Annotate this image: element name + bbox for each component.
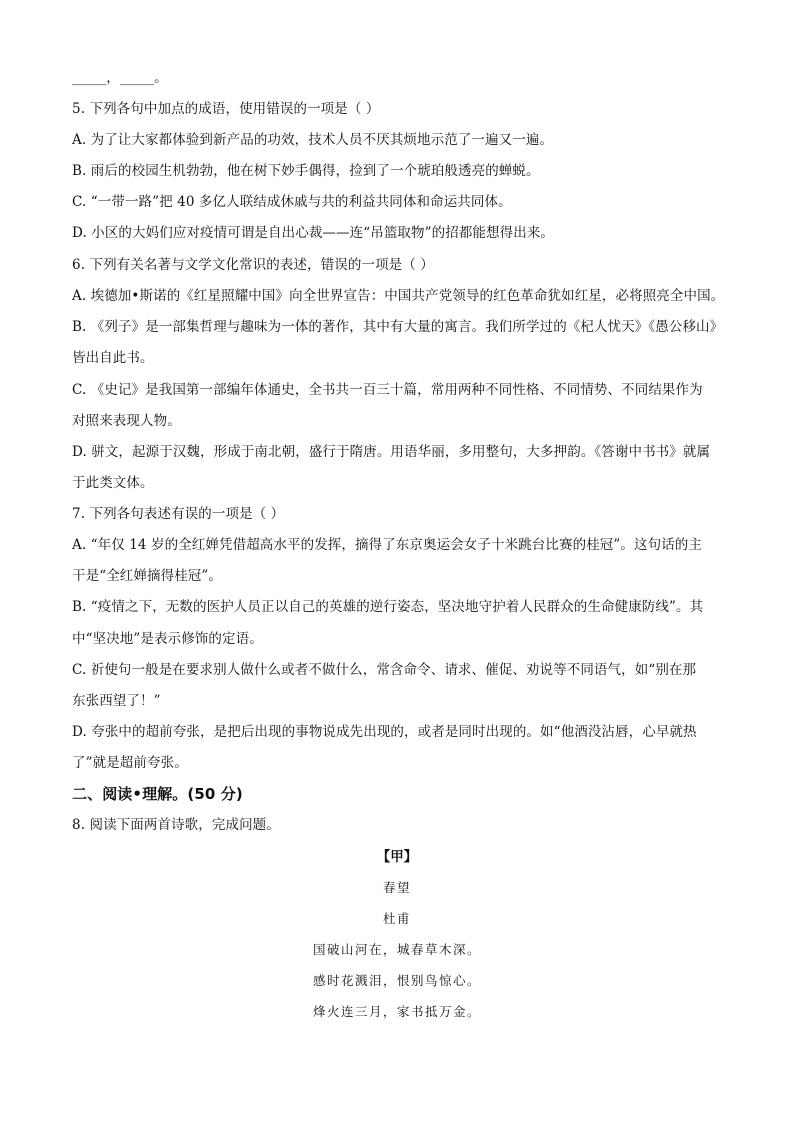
question-8-stem: 8. 阅读下面两首诗歌，完成问题。	[72, 817, 280, 833]
poem-verse: 感时花溅泪，恨别鸟惊心。	[312, 973, 481, 988]
question-7-option-b: B. “疫情之下，无数的医护人员正以自己的英雄的逆行姿态，坚决地守护着人民群众的生命健康防线”。其	[72, 599, 704, 615]
question-7-option-a-cont: 干是“全红婵摘得桂冠”。	[72, 568, 223, 584]
question-7-option-a: A. “年仅 14 岁的全红婵凭借超高水平的发挥，摘得了东京奥运会女子十米跳台比赛的桂冠”。这句话的主	[72, 537, 702, 553]
question-5-option-b: B. 雨后的校园生机勃勃，他在树下妙手偶得，捡到了一个琥珀般透亮的蝉蜕。	[72, 163, 540, 179]
question-6-option-d: D. 骈文，起源于汉魏，形成于南北朝，盛行于隋唐。用语华丽，多用整句，大多押韵。《答谢中书书》就属	[72, 444, 711, 460]
question-5-option-c: C. “一带一路”把 40 多亿人联结成休戚与共的利益共同体和命运共同体。	[72, 194, 512, 210]
question-7-option-c: C. 祈使句一般是在要求别人做什么或者不做什么，常含命令、请求、催促、劝说等不同语气，如“别在那	[72, 662, 697, 678]
question-7-option-b-cont: 中“坚决地”是表示修饰的定语。	[72, 631, 263, 647]
question-7-stem: 7. 下列各句表述有误的一项是（ ）	[72, 506, 285, 522]
question-7-option-d: D. 夸张中的超前夸张，是把后出现的事物说成先出现的，或者是同时出现的。如“他酒没沾唇，心早就热	[72, 724, 697, 740]
question-7-option-d-cont: 了”就是超前夸张。	[72, 755, 188, 771]
question-5-option-d: D. 小区的大妈们应对疫情可谓是自出心裁——连“吊篮取物”的招都能想得出来。	[72, 225, 555, 241]
poem-author: 杜甫	[382, 911, 411, 926]
question-5-stem: 5. 下列各句中加点的成语，使用错误的一项是（ ）	[72, 101, 380, 117]
poem-verse: 国破山河在，城春草木深。	[312, 942, 481, 957]
question-5-option-a: A. 为了让大家都体验到新产品的功效，技术人员不厌其烦地示范了一遍又一遍。	[72, 132, 554, 148]
question-7-option-c-cont: 东张西望了！”	[72, 693, 161, 709]
poem-title: 春望	[382, 880, 411, 895]
question-6-option-c: C. 《史记》是我国第一部编年体通史，全书共一百三十篇，常用两种不同性格、不同情势、不同结果作为	[72, 382, 703, 398]
question-6-option-b: B. 《列子》是一部集哲理与趣味为一体的著作，其中有大量的寓言。我们所学过的《杞人忧天》《愚公移山》	[72, 319, 724, 335]
question-6-option-b-cont: 皆出自此书。	[72, 350, 154, 366]
question-6-option-d-cont: 于此类文体。	[72, 475, 154, 491]
section-heading: 二、阅读•理解。(50 分)	[72, 785, 243, 803]
fill-blank-line: _____，_____。	[72, 70, 168, 86]
poem-label: 【甲】	[376, 849, 418, 865]
question-6-option-a: A. 埃德加•斯诺的《红星照耀中国》向全世界宣告：中国共产党领导的红色革命犹如红星，必将照亮全中国。	[72, 288, 725, 304]
question-6-stem: 6. 下列有关名著与文学文化常识的表述，错误的一项是（ ）	[72, 257, 434, 273]
question-6-option-c-cont: 对照来表现人物。	[72, 413, 181, 429]
poem-verse: 烽火连三月，家书抵万金。	[312, 1004, 481, 1019]
